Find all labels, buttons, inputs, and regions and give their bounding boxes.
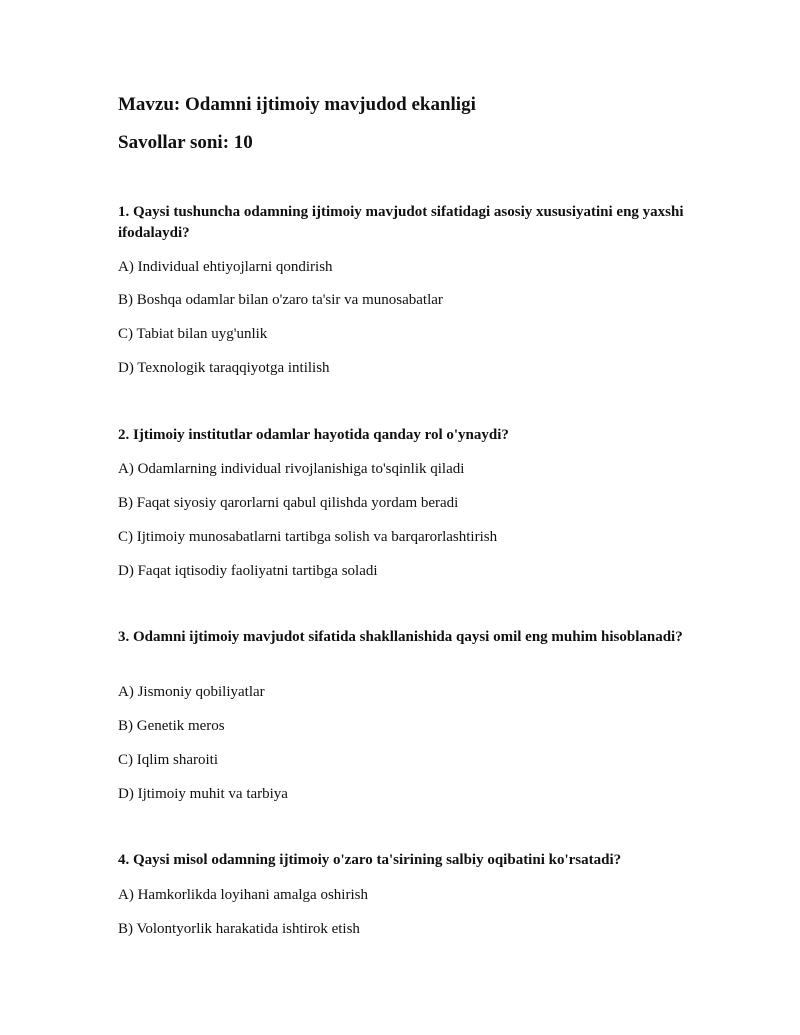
- question-1-option-d: D) Texnologik taraqqiyotga intilish: [118, 360, 330, 376]
- question-2-option-d: D) Faqat iqtisodiy faoliyatni tartibga soladi: [118, 563, 378, 579]
- question-3-option-c: C) Iqlim sharoiti: [118, 752, 218, 768]
- question-2-option-a: A) Odamlarning individual rivojlanishiga to'sqinlik qiladi: [118, 461, 465, 477]
- question-2-option-b: B) Faqat siyosiy qarorlarni qabul qilishda yordam beradi: [118, 495, 459, 511]
- question-3-option-a: A) Jismoniy qobiliyatlar: [118, 684, 265, 700]
- question-4-option-a: A) Hamkorlikda loyihani amalga oshirish: [118, 887, 368, 903]
- question-2-option-c: C) Ijtimoiy munosabatlarni tartibga solish va barqarorlashtirish: [118, 529, 498, 545]
- question-1-option-a: A) Individual ehtiyojlarni qondirish: [118, 259, 333, 275]
- question-3-option-b: B) Genetik meros: [118, 718, 225, 734]
- page-title: Mavzu: Odamni ijtimoiy mavjudod ekanligi: [118, 94, 476, 115]
- question-1-option-b: B) Boshqa odamlar bilan o'zaro ta'sir va munosabatlar: [118, 292, 443, 308]
- question-2-text: 2. Ijtimoiy institutlar odamlar hayotida qanday rol o'ynaydi?: [118, 427, 509, 443]
- question-1-text: 1. Qaysi tushuncha odamning ijtimoiy mavjudot sifatidagi asosiy xususiyatini eng yaxshi ifodalaydi?: [118, 204, 684, 241]
- question-4-text: 4. Qaysi misol odamning ijtimoiy o'zaro ta'sirining salbiy oqibatini ko'rsatadi?: [118, 852, 622, 868]
- question-count: Savollar soni: 10: [118, 132, 253, 153]
- question-1-option-c: C) Tabiat bilan uyg'unlik: [118, 326, 268, 342]
- question-4-option-b: B) Volontyorlik harakatida ishtirok etish: [118, 921, 360, 937]
- question-3-text: 3. Odamni ijtimoiy mavjudot sifatida shakllanishida qaysi omil eng muhim hisoblanadi?: [118, 629, 683, 645]
- question-3-option-d: D) Ijtimoiy muhit va tarbiya: [118, 786, 288, 802]
